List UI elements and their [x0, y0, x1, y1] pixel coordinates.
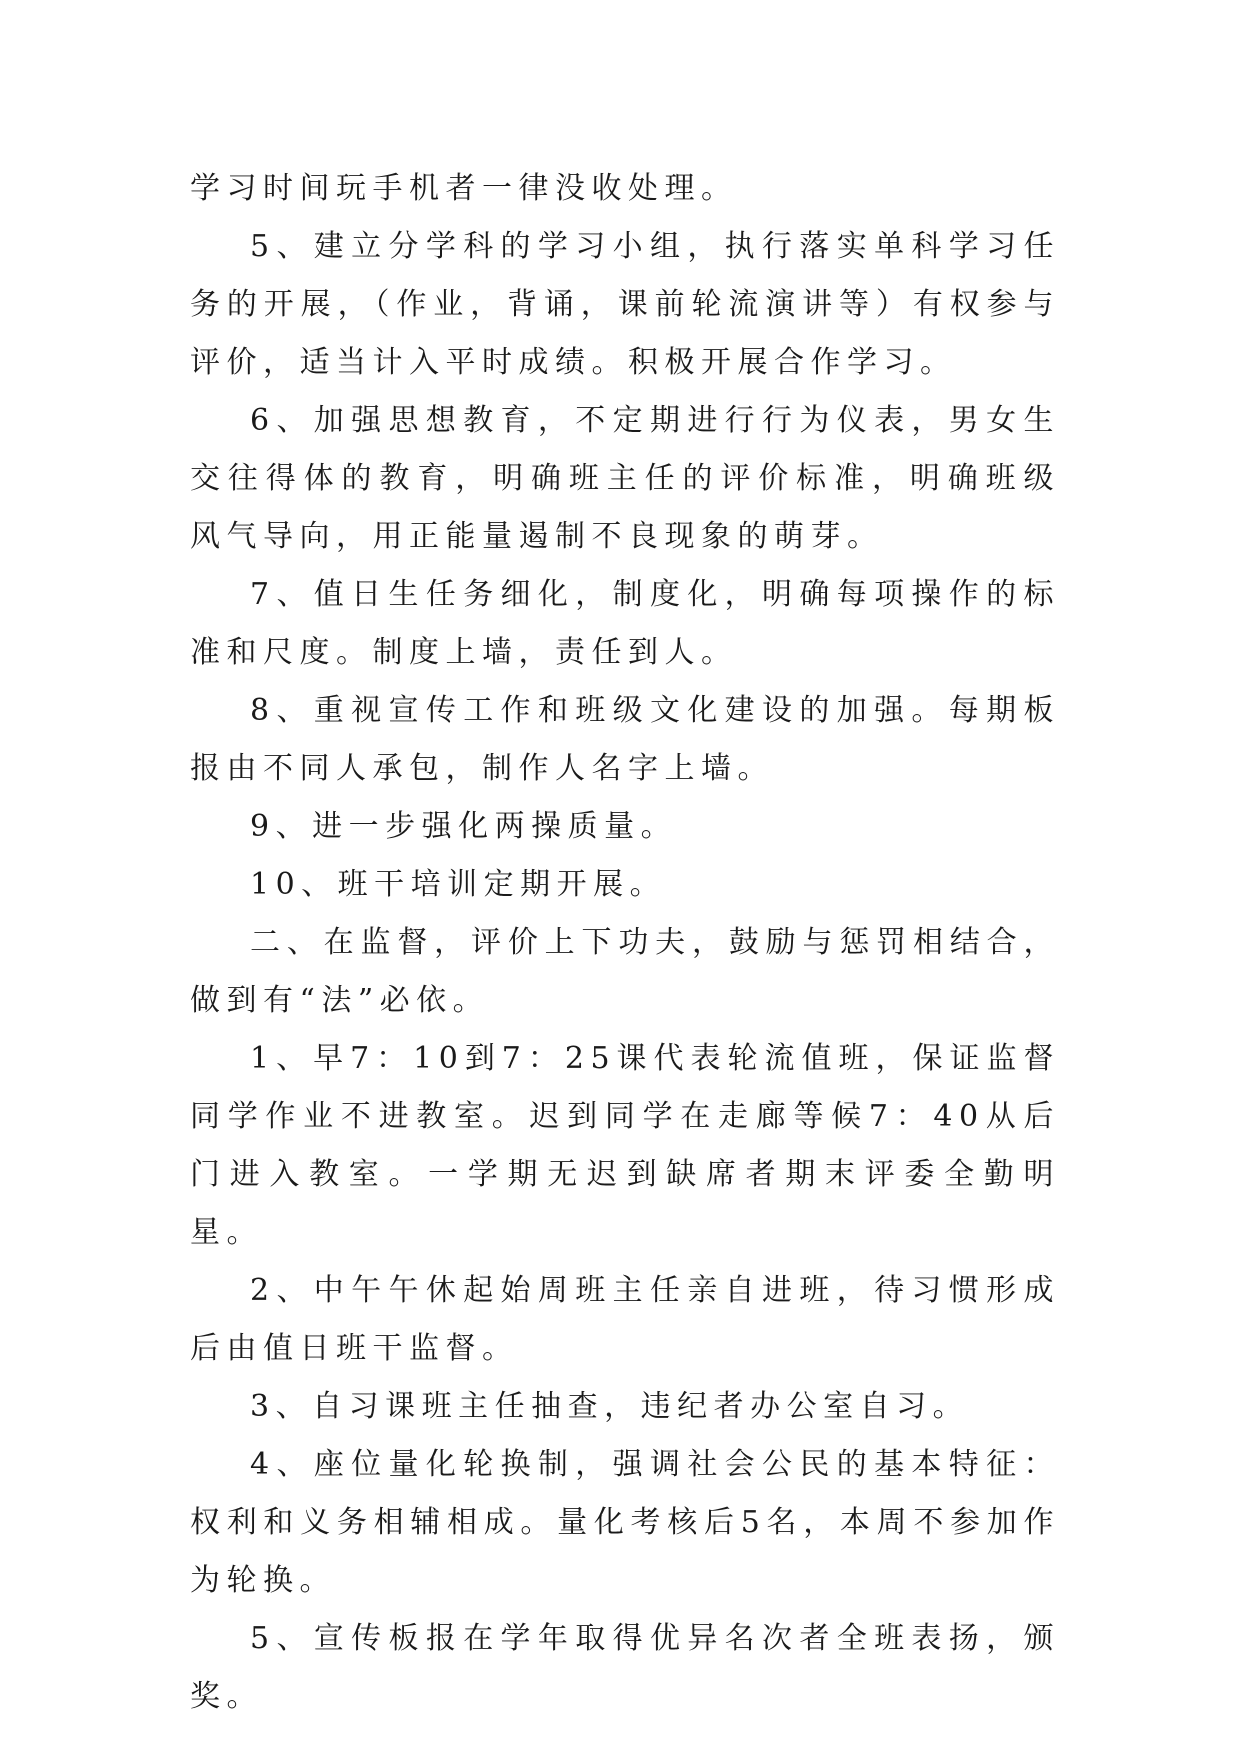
- document-body: [190, 160, 1060, 1726]
- paragraph-item-8-publicity: 8、重视宣传工作和班级文化建设的加强。每期板报由不同人承包，制作人名字上墙。: [190, 693, 1060, 786]
- paragraph-item-6-ideological-education: 6、加强思想教育，不定期进行行为仪表，男女生交往得体的教育，明确班主任的评价标准，明确班级风气导向，用正能量遏制不良现象的萌芽。: [190, 403, 1060, 554]
- paragraph-item-10-cadre-training: 10、班干培训定期开展。: [250, 867, 667, 902]
- paragraph-item-4-seat-rotation: 4、座位量化轮换制，强调社会公民的基本特征：权利和义务相辅相成。量化考核后5名，本周不参加作为轮换。: [190, 1447, 1060, 1598]
- paragraph-section-2-heading: 二、在监督，评价上下功夫，鼓励与惩罚相结合，做到有“法”必依。: [190, 925, 1060, 1018]
- paragraph-continuation: 学习时间玩手机者一律没收处理。: [190, 171, 738, 206]
- paragraph-item-7-duty-students: 7、值日生任务细化，制度化，明确每项操作的标准和尺度。制度上墙，责任到人。: [190, 577, 1060, 670]
- paragraph-item-1-morning-duty: 1、早7：10到7：25课代表轮流值班，保证监督同学作业不进教室。迟到同学在走廊等候7：40从后门进入教室。一学期无迟到缺席者期末评委全勤明星。: [190, 1041, 1060, 1250]
- paragraph-item-5-blackboard-award: 5、宣传板报在学年取得优异名次者全班表扬，颁奖。: [190, 1621, 1060, 1714]
- paragraph-item-5-study-groups: 5、建立分学科的学习小组，执行落实单科学习任务的开展，（作业，背诵，课前轮流演讲等）有权参与评价，适当计入平时成绩。积极开展合作学习。: [190, 229, 1060, 380]
- paragraph-item-2-noon-rest: 2、中午午休起始周班主任亲自进班，待习惯形成后由值日班干监督。: [190, 1273, 1060, 1366]
- paragraph-item-9-exercises: 9、进一步强化两操质量。: [250, 809, 678, 844]
- paragraph-item-3-self-study: 3、自习课班主任抽查，违纪者办公室自习。: [250, 1389, 970, 1424]
